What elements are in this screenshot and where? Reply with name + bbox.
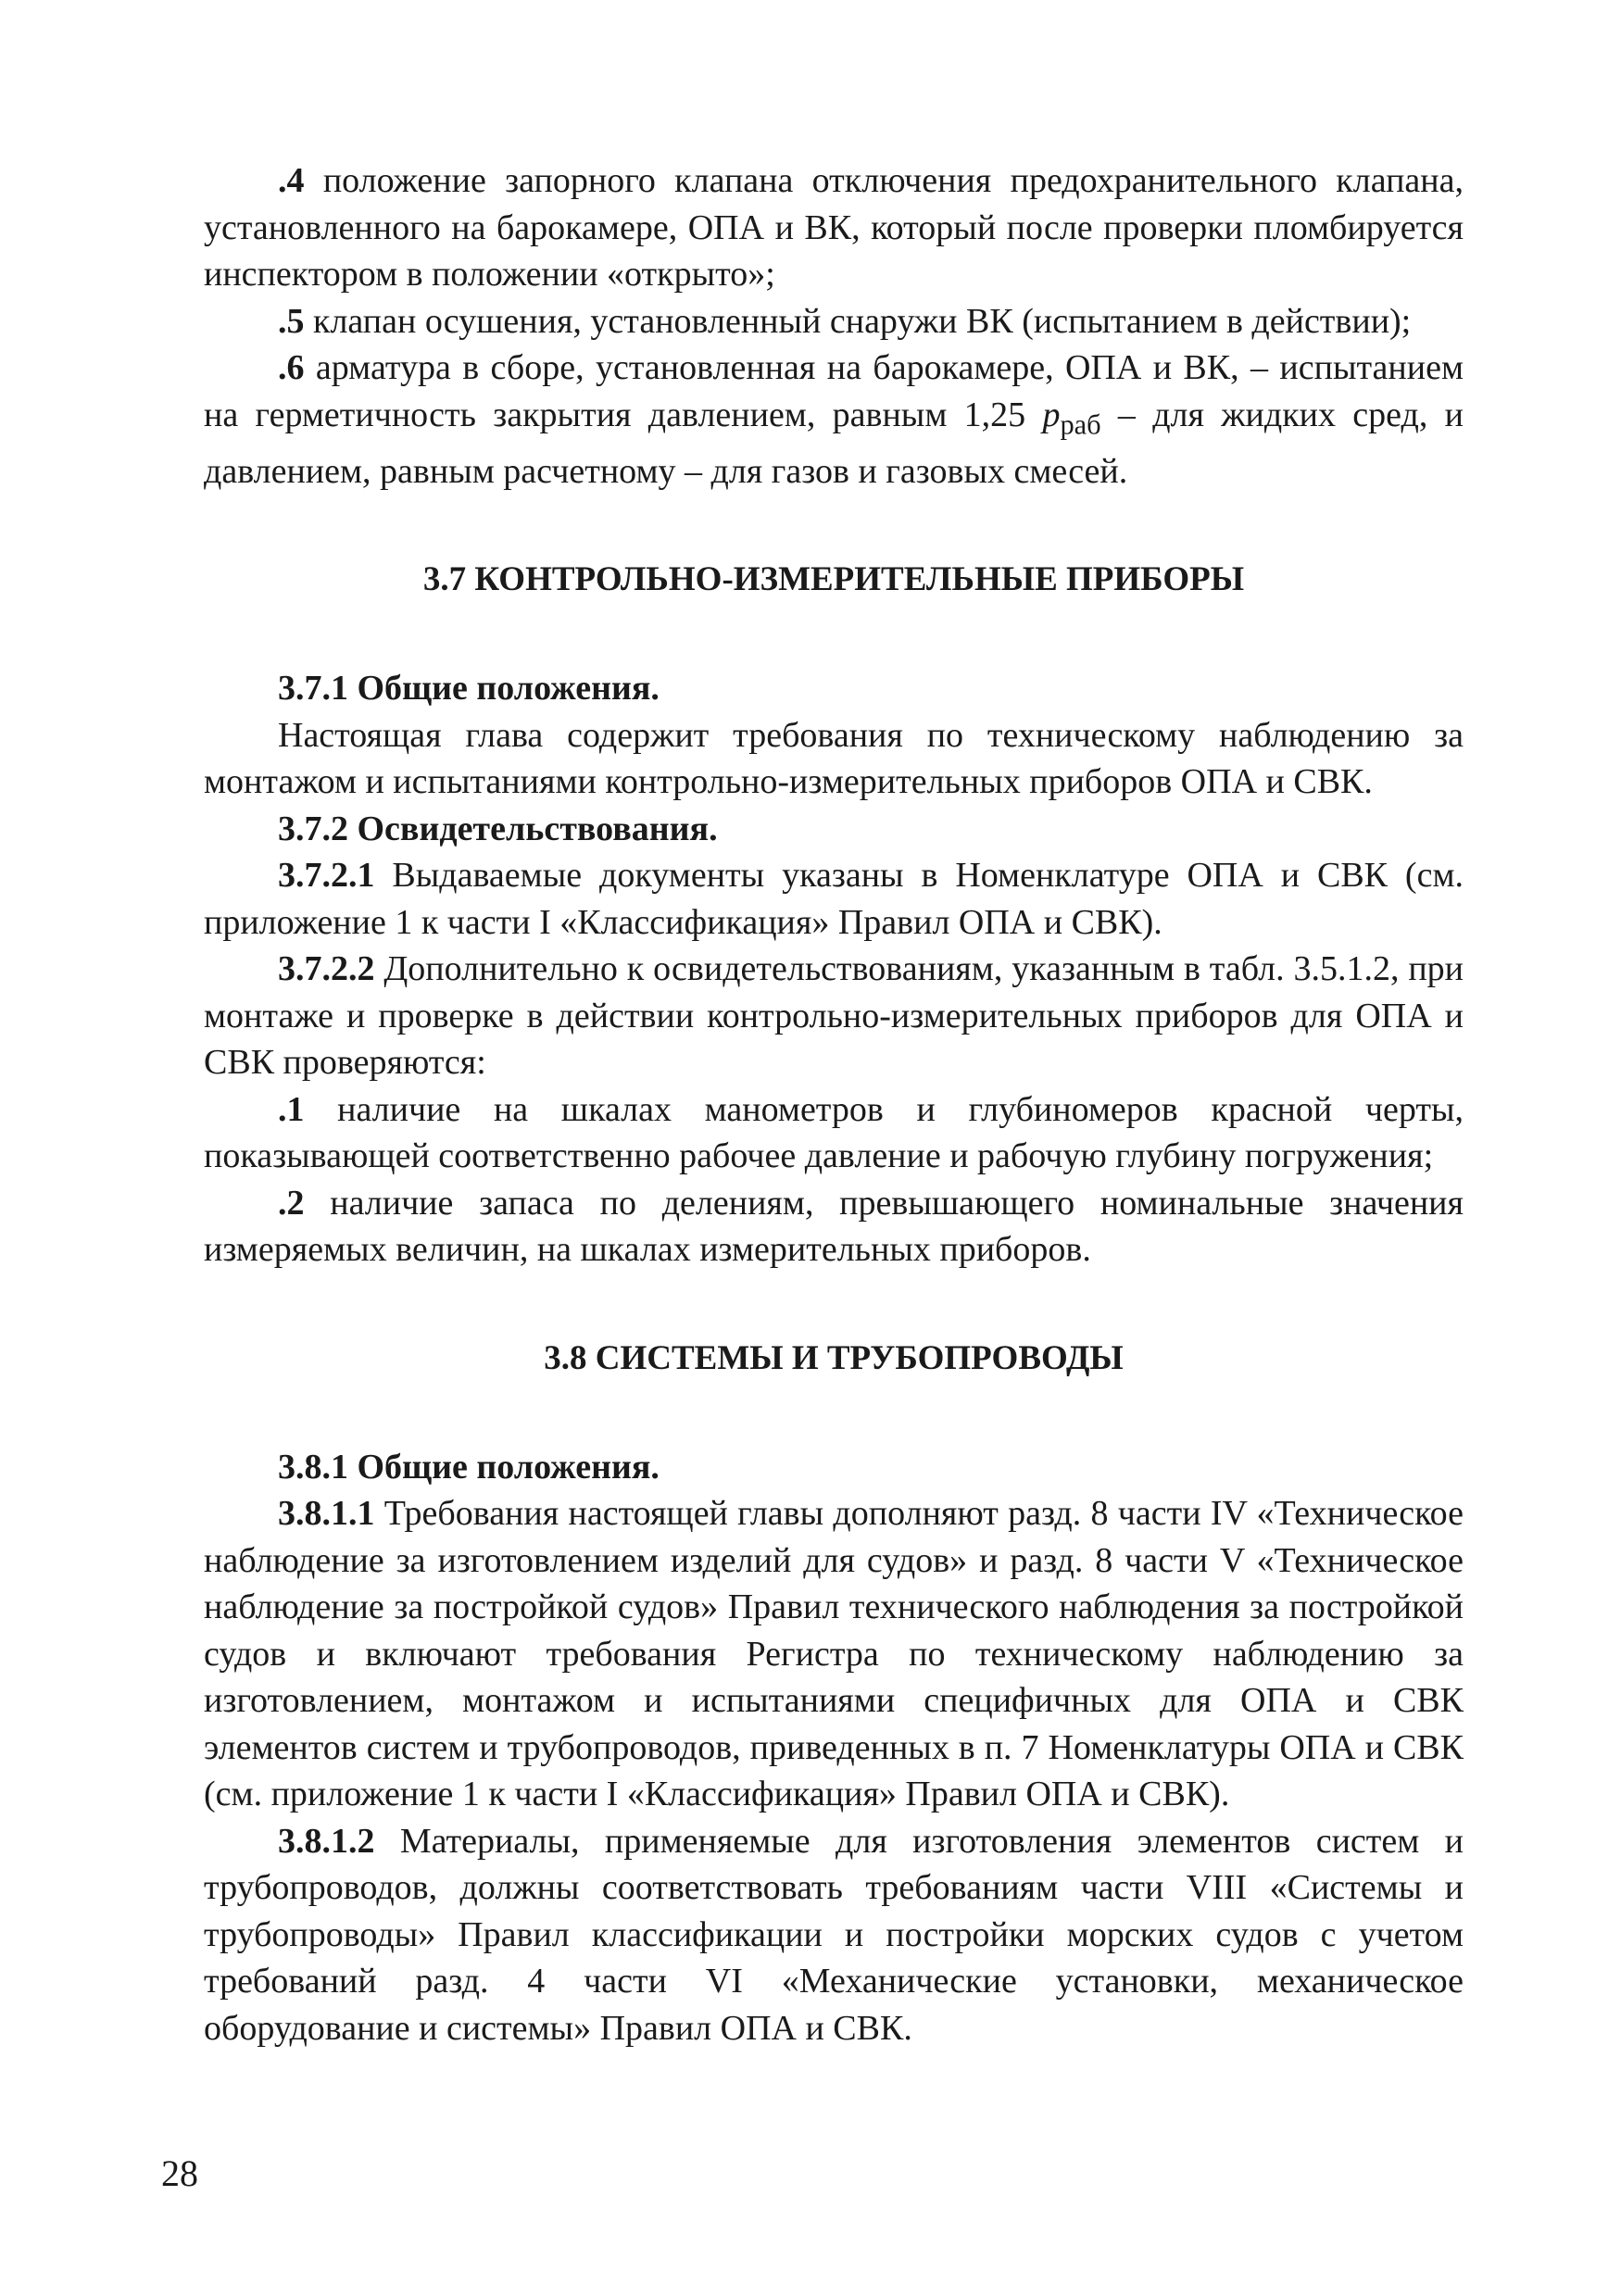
subsection-title-3-8-1: 3.8.1 Общие положения. (278, 1447, 660, 1487)
clause-number: 3.8.1.2 (278, 1821, 375, 1861)
pressure-symbol: p (1042, 395, 1061, 434)
clause-text: Материалы, применяемые для изготовления элементов систем и трубопроводов, должны соответствовать требованиям части VIII «Системы и трубопроводы» Правил классификации и постройки морских судов с учетом требований разд. 4 части VI «Механические установки, механическое оборудование и системы» Правил ОПА и СВК. (204, 1821, 1464, 2048)
section-heading-3-8: 3.8 СИСТЕМЫ И ТРУБОПРОВОДЫ (544, 1338, 1124, 1377)
item-4 (204, 157, 1464, 298)
clause-number: 3.7.2.1 (278, 856, 375, 896)
item-number: .2 (278, 1183, 305, 1223)
item-text: положение запорного клапана отключения предохранительного клапана, установленного на барокамере, ОПА и ВК, который после проверки пломбируется инспектором в положении «открыто»; (204, 161, 1464, 294)
item-2 (204, 1180, 1464, 1273)
paragraph-3-7-1: Настоящая глава содержит требования по техническому наблюдению за монтажом и испытаниями контрольно-измерительных приборов ОПА и СВК. (204, 715, 1464, 802)
page-number: 28 (161, 2152, 198, 2194)
document-page (204, 157, 1464, 2051)
clause-text: Требования настоящей главы дополняют разд. 8 части IV «Техническое наблюдение за изготовлением изделий для судов» и разд. 8 части V «Техническое наблюдение за постройкой судов» Правил технического наблюдения за постройкой судов и включают требования Регистра по техническому наблюдению за изготовлением, монтажом и испытаниями специфичных для ОПА и СВК элементов систем и трубопроводов, приведенных в п. 7 Номенклатуры ОПА и СВК (см. приложение 1 к части I «Классификация» Правил ОПА и СВК). (204, 1494, 1464, 1814)
item-number: .6 (278, 348, 305, 387)
paragraph-3-7-2-1 (204, 852, 1464, 946)
subsection-title-3-7-1: 3.7.1 Общие положения. (278, 669, 660, 709)
paragraph-3-8-1-1 (204, 1490, 1464, 1818)
clause-text: Дополнительно к освидетельствованиям, указанным в табл. 3.5.1.2, при монтаже и проверке в действии контрольно-измерительных приборов для ОПА и СВК проверяются: (204, 949, 1464, 1083)
item-text: клапан осушения, установленный снаружи ВК (испытанием в действии); (304, 301, 1412, 341)
clause-number: 3.8.1.1 (278, 1494, 375, 1534)
item-text: наличие на шкалах манометров и глубиномеров красной черты, показывающей соответственно рабочее давление и рабочую глубину погружения; (204, 1089, 1464, 1176)
item-number: .4 (278, 161, 305, 200)
item-number: .5 (278, 301, 305, 341)
subsection-title-3-7-2: 3.7.2 Освидетельствования. (278, 809, 718, 848)
item-5 (204, 298, 1464, 345)
clause-number: 3.7.2.2 (278, 949, 375, 989)
clause-text: Выдаваемые документы указаны в Номенклатуре ОПА и СВК (см. приложение 1 к части I «Классификация» Правил ОПА и СВК). (204, 856, 1464, 942)
section-heading-3-7: 3.7 КОНТРОЛЬНО-ИЗМЕРИТЕЛЬНЫЕ ПРИБОРЫ (422, 560, 1245, 599)
pressure-subscript: раб (1060, 408, 1101, 441)
item-number: .1 (278, 1089, 305, 1129)
paragraph-3-8-1-2 (204, 1818, 1464, 2052)
item-1 (204, 1086, 1464, 1180)
paragraph-3-7-2-2 (204, 946, 1464, 1086)
item-text: – для жидких сред, и давлением, равным расчетному – для газов и газовых смесей. (204, 395, 1464, 491)
item-6 (204, 345, 1464, 495)
item-text: наличие запаса по делениям, превышающего номинальные значения измеряемых величин, на шкалах измерительных приборов. (204, 1183, 1464, 1270)
item-text: арматура в сборе, установленная на барокамере, ОПА и ВК, – испытанием на герметичность закрытия давлением, равным 1,25 (204, 348, 1464, 434)
